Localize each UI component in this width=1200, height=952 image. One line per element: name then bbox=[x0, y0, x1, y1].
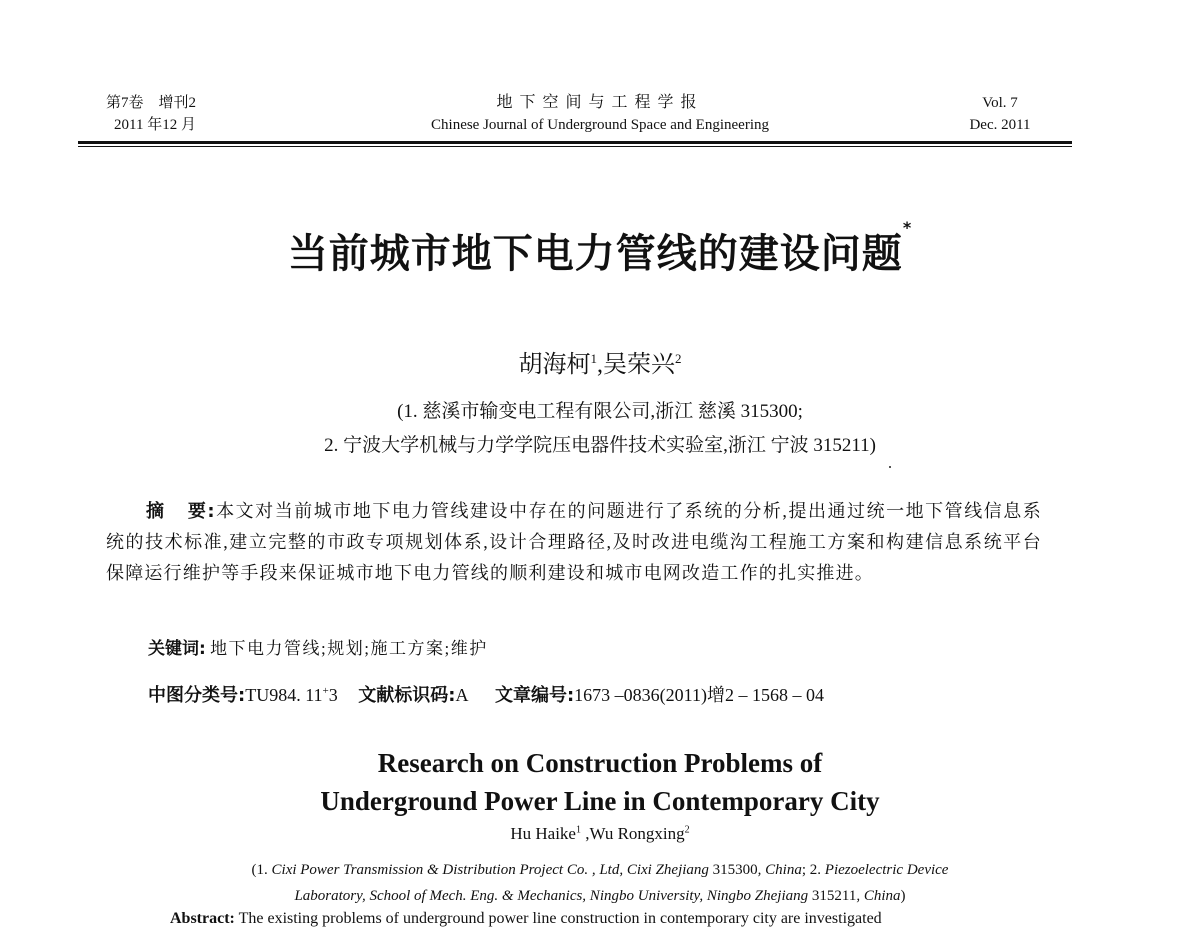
doc-code-label: 文献标识码: bbox=[358, 685, 456, 706]
keywords-label: 关键词: bbox=[148, 639, 206, 659]
affil-en-zip1: 315300 bbox=[712, 862, 758, 878]
paper-title-cn-text: 当前城市地下电力管线的建设问题 bbox=[287, 231, 903, 277]
affil-en-sep: ; 2. bbox=[801, 862, 825, 878]
affil-en-num: (1. bbox=[251, 862, 272, 878]
author-affil-mark-en: 2 bbox=[684, 824, 690, 836]
volume-en: Vol. 7 bbox=[982, 95, 1018, 111]
author-name: 吴荣兴 bbox=[603, 352, 675, 378]
classification-line bbox=[148, 681, 840, 707]
clc-value: TU984. 11 bbox=[245, 685, 323, 705]
clc-tail: 3 bbox=[328, 685, 338, 705]
affil-en-country1: , China bbox=[757, 862, 802, 878]
journal-name-cn: 地下空间与工程学报 bbox=[496, 94, 704, 111]
doc-code-value: A bbox=[455, 685, 469, 705]
author-name-en: Wu Rongxing bbox=[589, 824, 685, 843]
author-name: 胡海柯 bbox=[518, 352, 591, 378]
article-number bbox=[495, 685, 824, 705]
affil-en-lab: Piezoelectric Device bbox=[824, 862, 949, 878]
clc-number bbox=[148, 685, 338, 705]
affiliations-en bbox=[100, 857, 1100, 909]
article-no-value: 1673 –0836(2011)增2 – 1568 – 04 bbox=[574, 685, 824, 705]
abstract-cn-label bbox=[106, 501, 216, 522]
document-code bbox=[358, 685, 468, 705]
keywords-text: 地下电力管线;规划;施工方案;维护 bbox=[210, 639, 488, 658]
author-affil-mark: 1 bbox=[590, 351, 597, 366]
affil-en-org1: Cixi Power Transmission & Distribution Project Co. , Ltd bbox=[271, 862, 620, 878]
abstract-cn bbox=[106, 496, 1042, 589]
header-rule-thin bbox=[78, 146, 1072, 147]
paper-title-en-line2: Underground Power Line in Contemporary City bbox=[320, 786, 880, 816]
affil-en-org2: Laboratory, School of Mech. Eng. & Mechanics, Ningbo University, Ningbo Zhejiang bbox=[294, 888, 812, 904]
clc-sup: + bbox=[322, 685, 329, 697]
author-affil-mark-en: 1 bbox=[575, 824, 581, 836]
volume-issue: 第7卷 增刊2 bbox=[106, 95, 197, 111]
abstract-en-text: The existing problems of underground power line construction in contemporary city are investigated bbox=[234, 910, 882, 927]
affiliation-cn-2: 2. 宁波大学机械与力学学院压电器件技术实验室,浙江 宁波 315211) bbox=[324, 435, 876, 456]
paper-title-en-line1: Research on Construction Problems of bbox=[377, 748, 823, 778]
paper-title-cn bbox=[0, 218, 1200, 279]
issue-date-cn: 2011 年12 月 bbox=[114, 117, 196, 133]
running-header-left bbox=[106, 92, 196, 136]
scan-speck bbox=[889, 466, 891, 468]
journal-name-en: Chinese Journal of Underground Space and Engineering bbox=[431, 117, 769, 133]
abstract-en bbox=[170, 910, 882, 928]
affil-en-zip2: 315211 bbox=[811, 888, 857, 904]
article-no-label: 文章编号: bbox=[494, 685, 575, 706]
abstract-cn-label-part1: 摘 bbox=[146, 501, 166, 522]
issue-date-en: Dec. 2011 bbox=[969, 117, 1031, 133]
paper-title-en bbox=[0, 744, 1200, 820]
affil-en-loc1: , Cixi Zhejiang bbox=[619, 862, 713, 878]
title-footnote-mark: * bbox=[902, 218, 913, 237]
keywords-cn bbox=[148, 634, 488, 659]
running-header-center bbox=[370, 92, 830, 136]
author-separator-en: , bbox=[580, 824, 590, 843]
clc-label: 中图分类号: bbox=[148, 685, 246, 706]
abstract-cn-label-part2: 要: bbox=[187, 501, 216, 522]
affiliation-cn-1: (1. 慈溪市输变电工程有限公司,浙江 慈溪 315300; bbox=[397, 401, 803, 422]
author-separator: , bbox=[597, 352, 603, 378]
affiliations-cn bbox=[0, 395, 1200, 463]
affiliation-en-line1 bbox=[100, 857, 1100, 883]
header-rule-thick bbox=[78, 141, 1072, 144]
author-affil-mark: 2 bbox=[675, 351, 682, 366]
abstract-en-label: Abstract: bbox=[170, 910, 235, 927]
running-header-right bbox=[940, 92, 1060, 136]
authors-cn bbox=[0, 344, 1200, 379]
affiliation-en-line2 bbox=[100, 883, 1100, 909]
author-name-en: Hu Haike bbox=[510, 824, 576, 843]
affil-en-country2: , China bbox=[856, 888, 901, 904]
authors-en bbox=[0, 824, 1200, 844]
abstract-cn-text: 本文对当前城市地下电力管线建设中存在的问题进行了系统的分析,提出通过统一地下管线信息系统的技术标准,建立完整的市政专项规划体系,设计合理路径,及时改进电缆沟工程施工方案和构建信息系统平台保障运行维护等手段来保证城市地下电力管线的顺利建设和城市电网改造工作的扎实推进。 bbox=[106, 501, 1042, 583]
affil-en-close: ) bbox=[900, 888, 906, 904]
